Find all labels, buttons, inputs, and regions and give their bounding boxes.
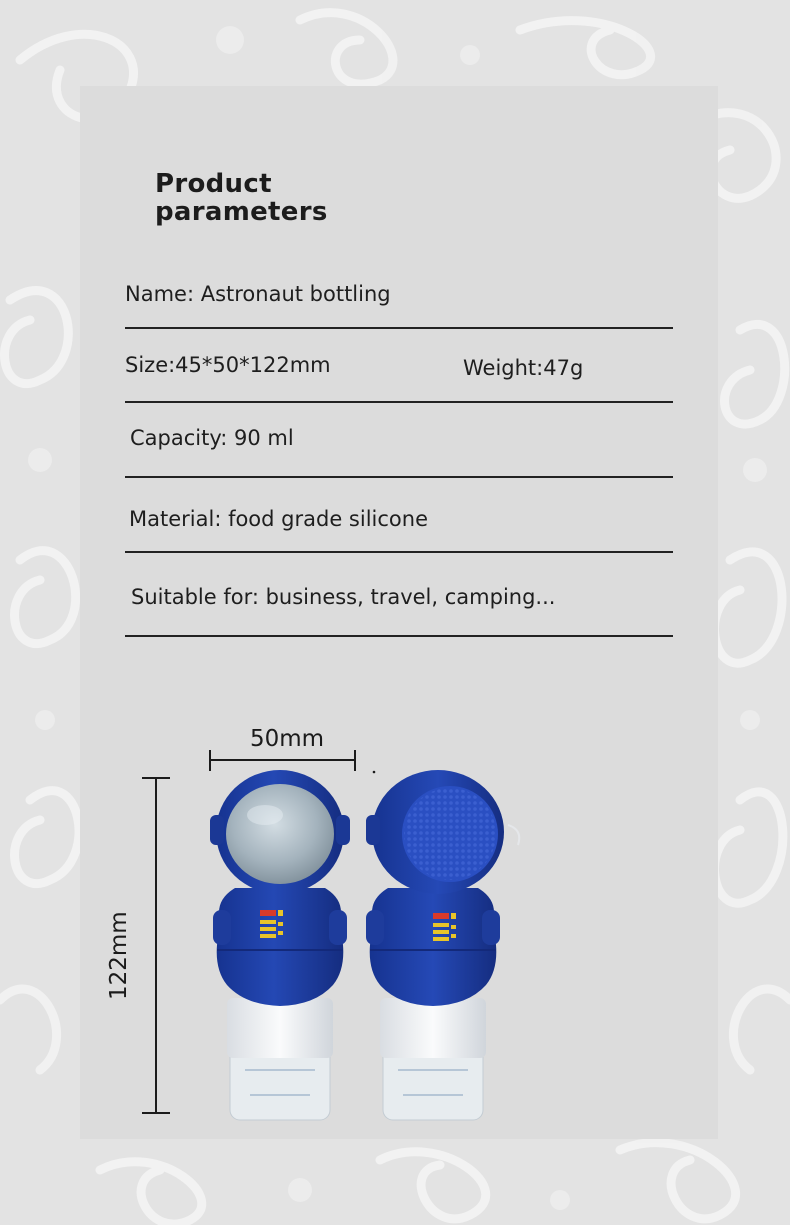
param-capacity: Capacity: 90 ml — [130, 426, 294, 450]
title-line-1: Product — [155, 169, 272, 199]
param-name: Name: Astronaut bottling — [125, 282, 391, 306]
width-dimension-label: 50mm — [250, 726, 325, 752]
astronaut-bottle-brush-image — [358, 770, 528, 1130]
param-size: Size:45*50*122mm — [125, 353, 331, 377]
param-material: Material: food grade silicone — [129, 507, 428, 531]
param-suitable: Suitable for: business, travel, camping... — [131, 585, 556, 609]
astronaut-bottle-front-image — [205, 770, 365, 1130]
title-line-2: parameters — [155, 197, 328, 227]
height-dimension-label: 122mm — [106, 911, 132, 1000]
param-weight: Weight:47g — [463, 356, 584, 380]
